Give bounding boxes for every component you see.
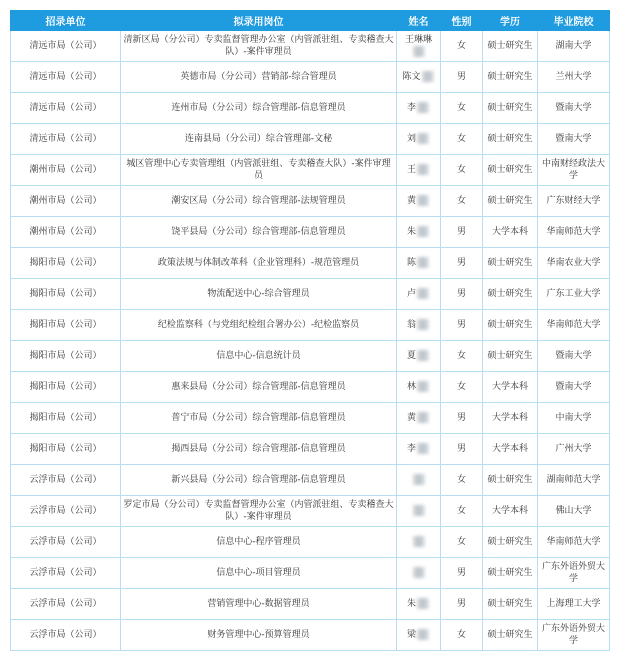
cell-school: 华南农业大学 bbox=[538, 248, 610, 279]
cell-gender: 女 bbox=[441, 527, 483, 558]
cell-post: 普宁市局（分公司）综合管理部-信息管理员 bbox=[121, 403, 397, 434]
name-text: 夏 bbox=[406, 351, 416, 361]
cell-post: 连南县局（分公司）综合管理部-文秘 bbox=[121, 124, 397, 155]
cell-school: 兰州大学 bbox=[538, 62, 610, 93]
cell-name bbox=[397, 434, 441, 465]
name-text: 朱 bbox=[406, 227, 416, 237]
cell-unit: 云浮市局（公司） bbox=[11, 620, 121, 651]
name-text: 朱 bbox=[406, 599, 416, 609]
cell-education: 硕士研究生 bbox=[483, 155, 538, 186]
cell-unit: 云浮市局（公司） bbox=[11, 589, 121, 620]
name-text: 梁 bbox=[406, 630, 416, 640]
cell-school: 暨南大学 bbox=[538, 124, 610, 155]
redaction-blur bbox=[417, 288, 429, 299]
cell-school: 广东工业大学 bbox=[538, 279, 610, 310]
cell-gender: 男 bbox=[441, 558, 483, 589]
redaction-blur bbox=[413, 505, 425, 516]
cell-unit: 潮州市局（公司） bbox=[11, 186, 121, 217]
name-text: 李 bbox=[406, 444, 416, 454]
cell-education: 硕士研究生 bbox=[483, 31, 538, 62]
redaction-blur bbox=[417, 412, 429, 423]
cell-name bbox=[397, 93, 441, 124]
cell-post: 信息中心-信息统计员 bbox=[121, 341, 397, 372]
cell-education: 硕士研究生 bbox=[483, 465, 538, 496]
cell-gender: 男 bbox=[441, 310, 483, 341]
header-unit: 招录单位 bbox=[11, 11, 121, 31]
cell-education: 硕士研究生 bbox=[483, 527, 538, 558]
table-row bbox=[11, 434, 610, 465]
cell-school: 暨南大学 bbox=[538, 372, 610, 403]
name-text: 刘 bbox=[406, 134, 416, 144]
redaction-blur bbox=[417, 257, 429, 268]
cell-education: 硕士研究生 bbox=[483, 248, 538, 279]
cell-school: 暨南大学 bbox=[538, 93, 610, 124]
table-row bbox=[11, 310, 610, 341]
cell-name bbox=[397, 31, 441, 62]
redaction-blur bbox=[417, 133, 429, 144]
cell-school: 广东外语外贸大学 bbox=[538, 620, 610, 651]
table-row bbox=[11, 527, 610, 558]
cell-gender: 男 bbox=[441, 62, 483, 93]
redaction-blur bbox=[413, 536, 425, 547]
cell-education: 硕士研究生 bbox=[483, 589, 538, 620]
cell-post: 饶平县局（分公司）综合管理部-信息管理员 bbox=[121, 217, 397, 248]
cell-school: 广东财经大学 bbox=[538, 186, 610, 217]
redaction-blur bbox=[417, 195, 429, 206]
cell-school: 华南师范大学 bbox=[538, 527, 610, 558]
redaction-blur bbox=[417, 164, 429, 175]
cell-school: 湖南师范大学 bbox=[538, 465, 610, 496]
redaction-blur bbox=[413, 474, 425, 485]
table-row bbox=[11, 248, 610, 279]
table-row bbox=[11, 93, 610, 124]
redaction-blur bbox=[417, 381, 429, 392]
cell-name bbox=[397, 341, 441, 372]
cell-education: 硕士研究生 bbox=[483, 341, 538, 372]
cell-name bbox=[397, 186, 441, 217]
redaction-blur bbox=[413, 46, 425, 57]
cell-gender: 男 bbox=[441, 248, 483, 279]
cell-gender: 女 bbox=[441, 93, 483, 124]
cell-name bbox=[397, 403, 441, 434]
cell-name bbox=[397, 558, 441, 589]
cell-name bbox=[397, 465, 441, 496]
cell-post: 新兴县局（分公司）综合管理部-信息管理员 bbox=[121, 465, 397, 496]
cell-unit: 云浮市局（公司） bbox=[11, 558, 121, 589]
cell-school: 广东外语外贸大学 bbox=[538, 558, 610, 589]
cell-school: 湖南大学 bbox=[538, 31, 610, 62]
cell-unit: 清远市局（公司） bbox=[11, 124, 121, 155]
cell-name bbox=[397, 248, 441, 279]
redaction-blur bbox=[417, 629, 429, 640]
cell-post: 财务管理中心-预算管理员 bbox=[121, 620, 397, 651]
cell-name bbox=[397, 372, 441, 403]
header-post: 拟录用岗位 bbox=[121, 11, 397, 31]
redaction-blur bbox=[417, 102, 429, 113]
name-text: 卢 bbox=[406, 289, 416, 299]
header-gender: 性别 bbox=[441, 11, 483, 31]
cell-unit: 揭阳市局（公司） bbox=[11, 341, 121, 372]
cell-school: 华南师范大学 bbox=[538, 310, 610, 341]
cell-education: 硕士研究生 bbox=[483, 124, 538, 155]
cell-unit: 清远市局（公司） bbox=[11, 93, 121, 124]
cell-unit: 揭阳市局（公司） bbox=[11, 310, 121, 341]
name-text: 林 bbox=[406, 382, 416, 392]
table-row bbox=[11, 403, 610, 434]
name-text: 黄 bbox=[406, 196, 416, 206]
cell-unit: 揭阳市局（公司） bbox=[11, 279, 121, 310]
cell-gender: 男 bbox=[441, 434, 483, 465]
cell-school: 佛山大学 bbox=[538, 496, 610, 527]
cell-post: 信息中心-程序管理员 bbox=[121, 527, 397, 558]
cell-post: 揭西县局（分公司）综合管理部-信息管理员 bbox=[121, 434, 397, 465]
redaction-blur bbox=[417, 350, 429, 361]
cell-school: 暨南大学 bbox=[538, 341, 610, 372]
cell-name bbox=[397, 155, 441, 186]
redaction-blur bbox=[417, 598, 429, 609]
name-text: 王琳琳 bbox=[404, 35, 432, 45]
cell-education: 大学本科 bbox=[483, 217, 538, 248]
cell-education: 大学本科 bbox=[483, 372, 538, 403]
cell-name bbox=[397, 62, 441, 93]
name-text: 翁 bbox=[406, 320, 416, 330]
cell-gender: 女 bbox=[441, 620, 483, 651]
table-row bbox=[11, 496, 610, 527]
cell-unit: 揭阳市局（公司） bbox=[11, 434, 121, 465]
cell-post: 英德市局（分公司）营销部-综合管理员 bbox=[121, 62, 397, 93]
table-row bbox=[11, 620, 610, 651]
cell-name bbox=[397, 496, 441, 527]
name-text: 黄 bbox=[406, 413, 416, 423]
redaction-blur bbox=[417, 319, 429, 330]
cell-unit: 揭阳市局（公司） bbox=[11, 372, 121, 403]
cell-education: 硕士研究生 bbox=[483, 93, 538, 124]
table-header-row bbox=[11, 11, 610, 31]
cell-unit: 潮州市局（公司） bbox=[11, 155, 121, 186]
cell-school: 中南大学 bbox=[538, 403, 610, 434]
cell-post: 连州市局（分公司）综合管理部-信息管理员 bbox=[121, 93, 397, 124]
cell-unit: 云浮市局（公司） bbox=[11, 496, 121, 527]
cell-post: 潮安区局（分公司）综合管理部-法规管理员 bbox=[121, 186, 397, 217]
cell-school: 华南师范大学 bbox=[538, 217, 610, 248]
table-row bbox=[11, 155, 610, 186]
name-text: 李 bbox=[406, 103, 416, 113]
cell-education: 硕士研究生 bbox=[483, 558, 538, 589]
cell-education: 硕士研究生 bbox=[483, 620, 538, 651]
cell-gender: 女 bbox=[441, 496, 483, 527]
cell-name bbox=[397, 589, 441, 620]
cell-post: 纪检监察科（与党组纪检组合署办公）-纪检监察员 bbox=[121, 310, 397, 341]
header-education: 学历 bbox=[483, 11, 538, 31]
name-text: 陈文 bbox=[402, 72, 421, 82]
cell-name bbox=[397, 527, 441, 558]
cell-education: 大学本科 bbox=[483, 434, 538, 465]
cell-unit: 云浮市局（公司） bbox=[11, 465, 121, 496]
cell-gender: 女 bbox=[441, 341, 483, 372]
cell-unit: 清远市局（公司） bbox=[11, 62, 121, 93]
cell-post: 清新区局（分公司）专卖监督管理办公室（内管派驻组、专卖稽查大队）-案件审理员 bbox=[121, 31, 397, 62]
cell-education: 硕士研究生 bbox=[483, 279, 538, 310]
table-row bbox=[11, 279, 610, 310]
cell-name bbox=[397, 124, 441, 155]
cell-unit: 揭阳市局（公司） bbox=[11, 403, 121, 434]
table-body bbox=[11, 31, 610, 651]
cell-gender: 女 bbox=[441, 31, 483, 62]
table-row bbox=[11, 372, 610, 403]
table-row bbox=[11, 465, 610, 496]
cell-school: 上海理工大学 bbox=[538, 589, 610, 620]
cell-education: 大学本科 bbox=[483, 403, 538, 434]
header-name: 姓名 bbox=[397, 11, 441, 31]
cell-unit: 潮州市局（公司） bbox=[11, 217, 121, 248]
table-row bbox=[11, 341, 610, 372]
cell-school: 广州大学 bbox=[538, 434, 610, 465]
name-text: 王 bbox=[406, 165, 416, 175]
cell-gender: 男 bbox=[441, 589, 483, 620]
cell-post: 营销管理中心-数据管理员 bbox=[121, 589, 397, 620]
name-text: 陈 bbox=[406, 258, 416, 268]
cell-gender: 男 bbox=[441, 279, 483, 310]
table-row bbox=[11, 124, 610, 155]
cell-school: 中南财经政法大学 bbox=[538, 155, 610, 186]
cell-unit: 揭阳市局（公司） bbox=[11, 248, 121, 279]
cell-gender: 女 bbox=[441, 465, 483, 496]
cell-name bbox=[397, 279, 441, 310]
cell-gender: 女 bbox=[441, 155, 483, 186]
table-row bbox=[11, 217, 610, 248]
redaction-blur bbox=[417, 226, 429, 237]
cell-education: 硕士研究生 bbox=[483, 186, 538, 217]
redaction-blur bbox=[413, 567, 425, 578]
cell-post: 城区管理中心专卖管理组（内管派驻组、专卖稽查大队）-案件审理员 bbox=[121, 155, 397, 186]
cell-gender: 女 bbox=[441, 372, 483, 403]
cell-post: 惠来县局（分公司）综合管理部-信息管理员 bbox=[121, 372, 397, 403]
table-row bbox=[11, 31, 610, 62]
cell-unit: 清远市局（公司） bbox=[11, 31, 121, 62]
cell-name bbox=[397, 620, 441, 651]
table-row bbox=[11, 62, 610, 93]
table-row bbox=[11, 558, 610, 589]
table-row bbox=[11, 589, 610, 620]
cell-education: 硕士研究生 bbox=[483, 62, 538, 93]
cell-education: 大学本科 bbox=[483, 496, 538, 527]
table-row bbox=[11, 186, 610, 217]
cell-name bbox=[397, 217, 441, 248]
cell-post: 政策法规与体制改革科（企业管理科）-规范管理员 bbox=[121, 248, 397, 279]
cell-unit: 云浮市局（公司） bbox=[11, 527, 121, 558]
header-school: 毕业院校 bbox=[538, 11, 610, 31]
cell-gender: 女 bbox=[441, 186, 483, 217]
recruitment-table bbox=[10, 10, 610, 651]
cell-post: 信息中心-项目管理员 bbox=[121, 558, 397, 589]
cell-gender: 女 bbox=[441, 124, 483, 155]
cell-post: 罗定市局（分公司）专卖监督管理办公室（内管派驻组、专卖稽查大队）-案件审理员 bbox=[121, 496, 397, 527]
cell-post: 物流配送中心-综合管理员 bbox=[121, 279, 397, 310]
redaction-blur bbox=[422, 71, 434, 82]
redaction-blur bbox=[417, 443, 429, 454]
cell-gender: 男 bbox=[441, 217, 483, 248]
cell-name bbox=[397, 310, 441, 341]
cell-education: 硕士研究生 bbox=[483, 310, 538, 341]
cell-gender: 男 bbox=[441, 403, 483, 434]
